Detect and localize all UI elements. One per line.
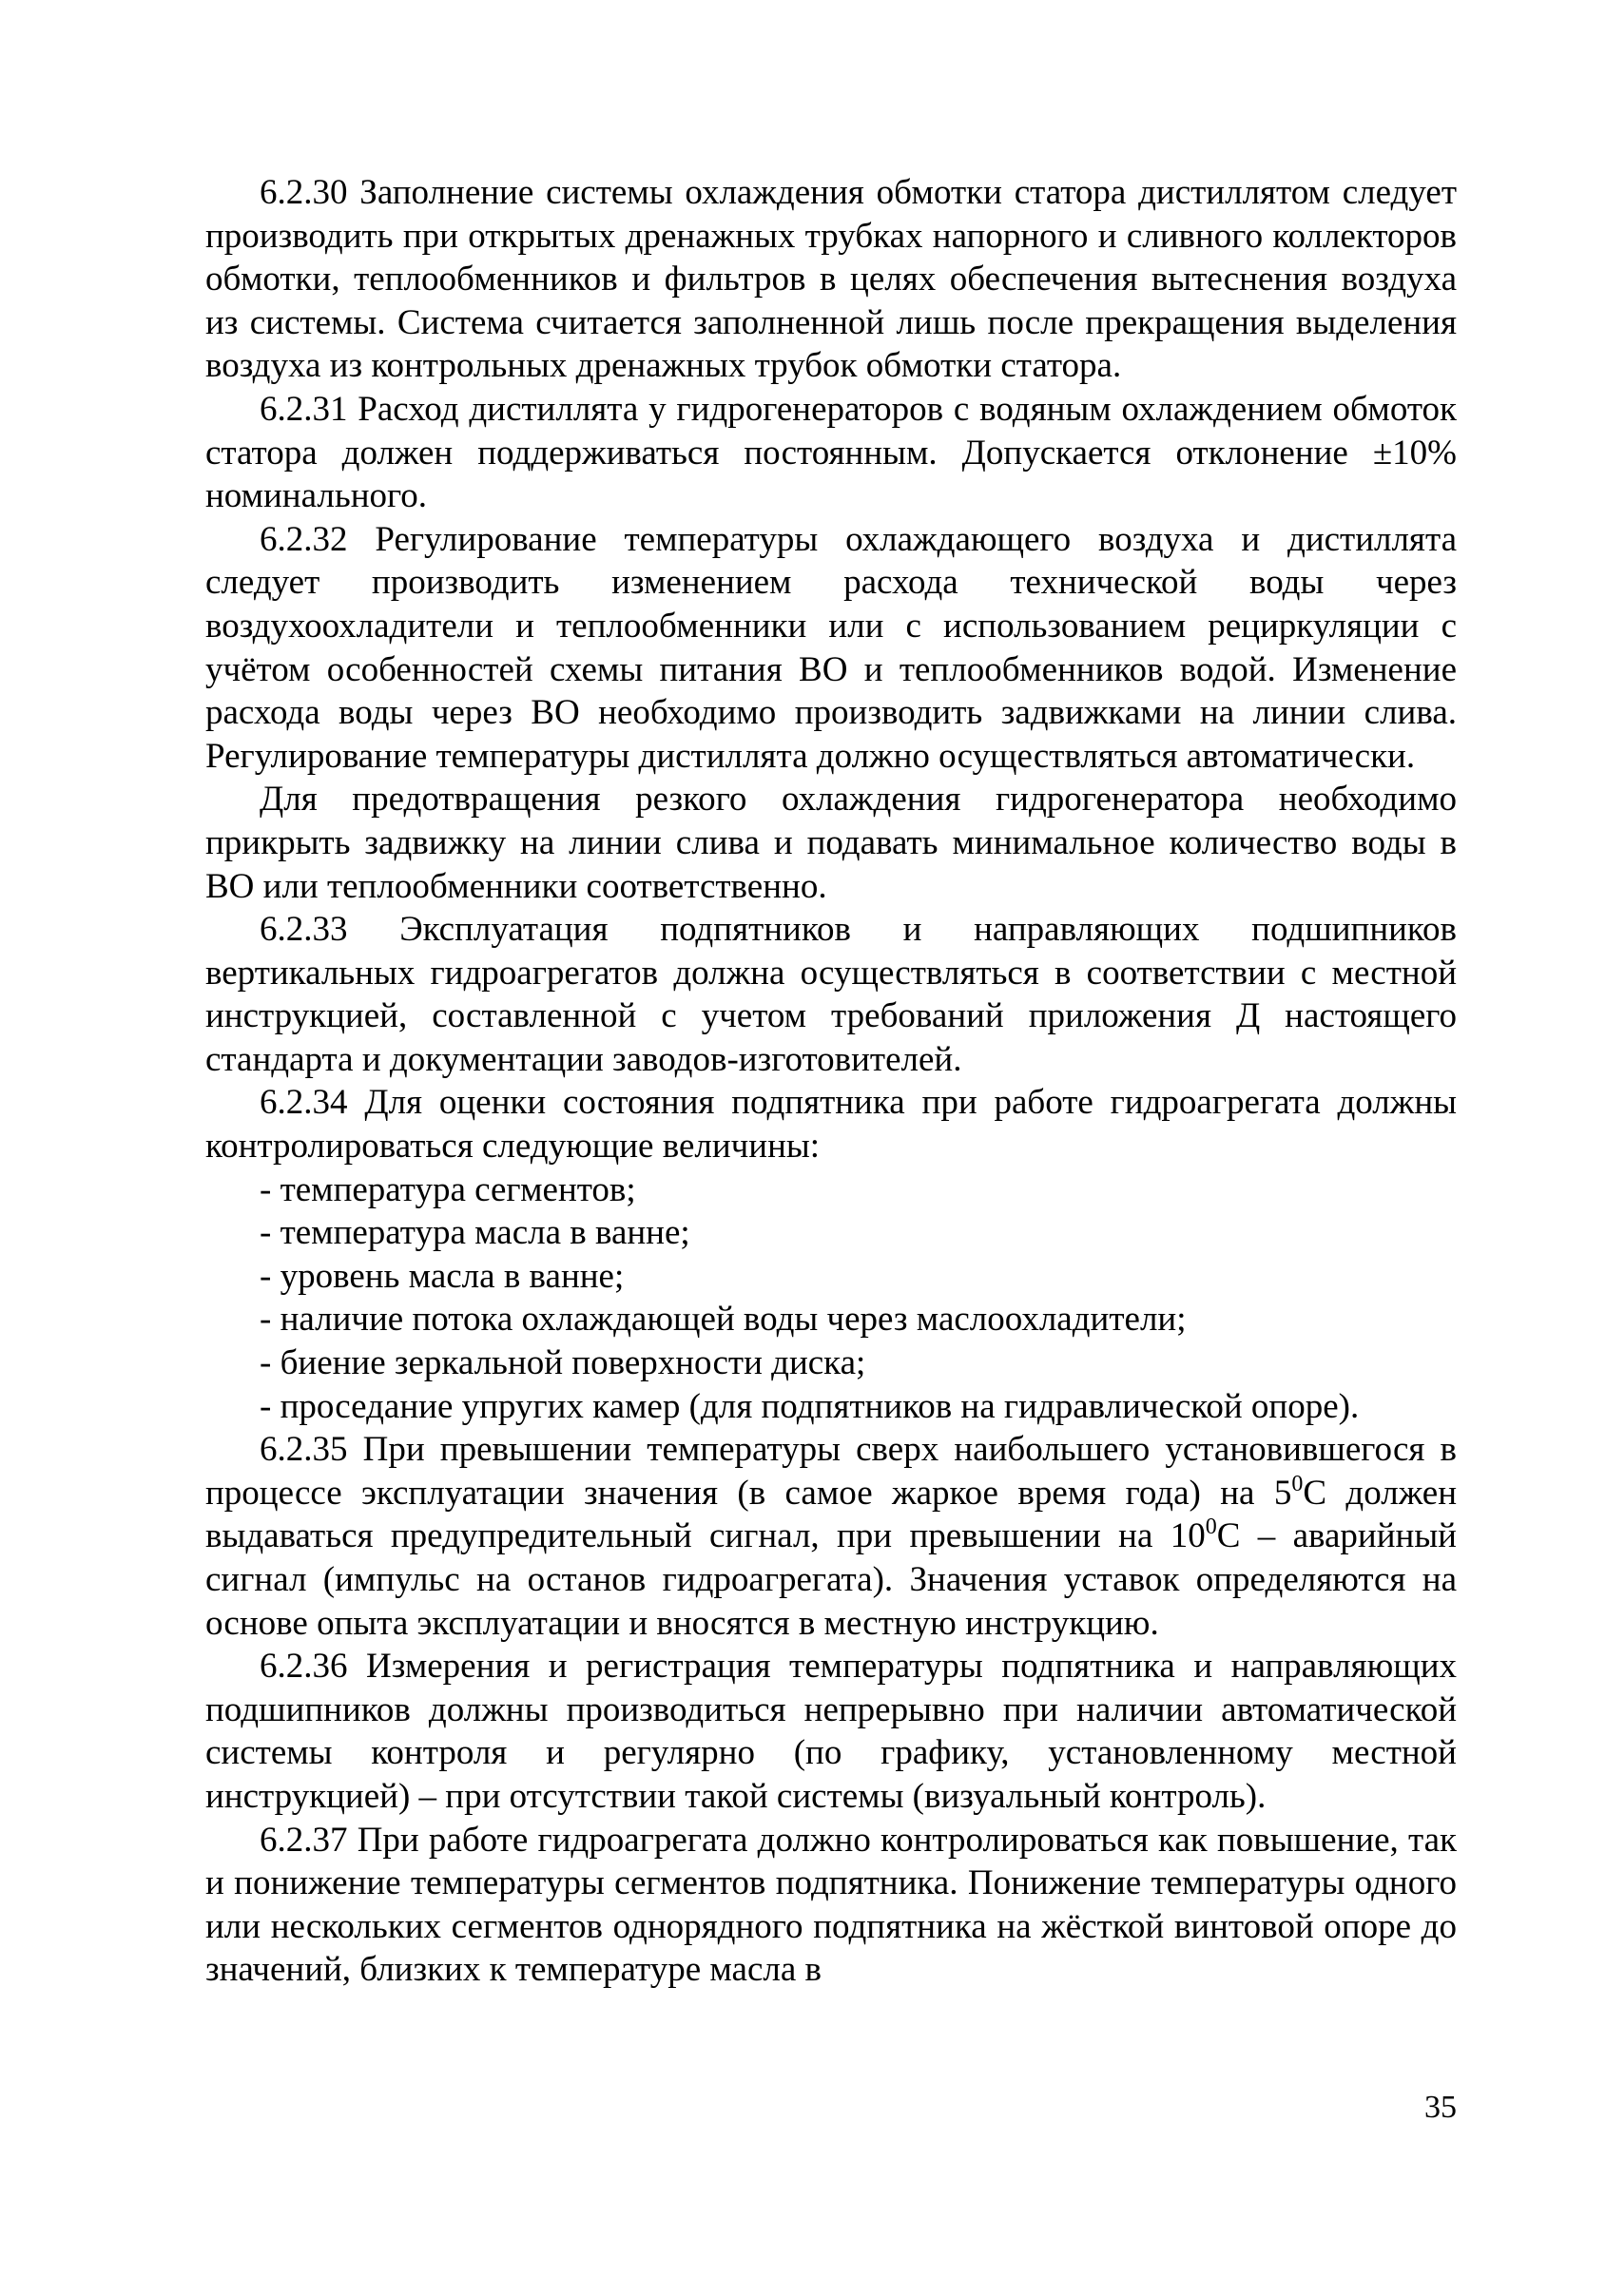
- list-item: - уровень масла в ванне;: [260, 1256, 625, 1296]
- list-item: - температура сегментов;: [260, 1169, 636, 1209]
- document-page: [205, 171, 1457, 1992]
- list-item: - наличие потока охлаждающей воды через маслоохладители;: [260, 1300, 1187, 1340]
- paragraph-6-2-35-part3: С – аварийный сигнал (импульс на останов гидроагрегата). Значения уставок определяются на основе опыта эксплуатации и вносятся в местную инструкцию.: [205, 1516, 1457, 1643]
- paragraph-6-2-33: 6.2.33 Эксплуатация подпятников и направляющих подшипников вертикальных гидроагрегатов должна осуществляться в соответствии с местной инструкцией, составленной с учетом требований приложения Д настоящего стандарта и документации заводов-изготовителей.: [205, 910, 1457, 1079]
- degree-superscript: 0: [1205, 1515, 1217, 1540]
- page-number: 35: [1424, 2090, 1457, 2125]
- paragraph-6-2-37: 6.2.37 При работе гидроагрегата должно контролироваться как повышение, так и понижение температуры сегментов подпятника. Понижение температуры одного или нескольких сегментов однорядного подпятника на жёсткой винтовой опоре до значений, близких к температуре масла в: [205, 1820, 1457, 1990]
- paragraph-6-2-32: 6.2.32 Регулирование температуры охлаждающего воздуха и дистиллята следует производить изменением расхода технической воды через воздухоохладители и теплообменники или с использованием рециркуляции с учётом особенностей схемы питания ВО и теплообменников водой. Изменение расхода воды через ВО необходимо производить задвижками на линии слива. Регулирование температуры дистиллята должно осуществляться автоматически.: [205, 519, 1457, 776]
- paragraph-6-2-35: [205, 1428, 1457, 1645]
- list-item: - температура масла в ванне;: [260, 1213, 690, 1253]
- paragraph-6-2-30: 6.2.30 Заполнение системы охлаждения обмотки статора дистиллятом следует производить при открытых дренажных трубках напорного и сливного коллекторов обмотки, теплообменников и фильтров в целях обеспечения вытеснения воздуха из системы. Система считается заполненной лишь после прекращения выделения воздуха из контрольных дренажных трубок обмотки статора.: [205, 173, 1457, 386]
- paragraph-6-2-35-part1: 6.2.35 При превышении температуры сверх наибольшего установившегося в процессе эксплуатации значения (в самое жаркое время года) на 5: [205, 1430, 1457, 1513]
- paragraph-cooling-prevention: Для предотвращения резкого охлаждения гидрогенератора необходимо прикрыть задвижку на линии слива и подавать минимальное количество воды в ВО или теплообменники соответственно.: [205, 780, 1457, 906]
- list-item: - биение зеркальной поверхности диска;: [260, 1343, 866, 1383]
- parameter-list: [205, 1168, 1457, 1429]
- paragraph-6-2-35-part2: С должен выдаваться предупредительный сигнал, при превышении на 10: [205, 1473, 1458, 1556]
- paragraph-6-2-34: 6.2.34 Для оценки состояния подпятника при работе гидроагрегата должны контролироваться следующие величины:: [205, 1083, 1457, 1167]
- paragraph-6-2-31: 6.2.31 Расход дистиллята у гидрогенераторов с водяным охлаждением обмоток статора должен поддерживаться постоянным. Допускается отклонение ±10% номинального.: [205, 389, 1457, 516]
- paragraph-6-2-36: 6.2.36 Измерения и регистрация температуры подпятника и направляющих подшипников должны производиться непрерывно при наличии автоматической системы контроля и регулярно (по графику, установленному местной инструкцией) – при отсутствии такой системы (визуальный контроль).: [205, 1647, 1457, 1816]
- list-item: - проседание упругих камер (для подпятников на гидравлической опоре).: [260, 1386, 1360, 1426]
- degree-superscript: 0: [1291, 1471, 1304, 1496]
